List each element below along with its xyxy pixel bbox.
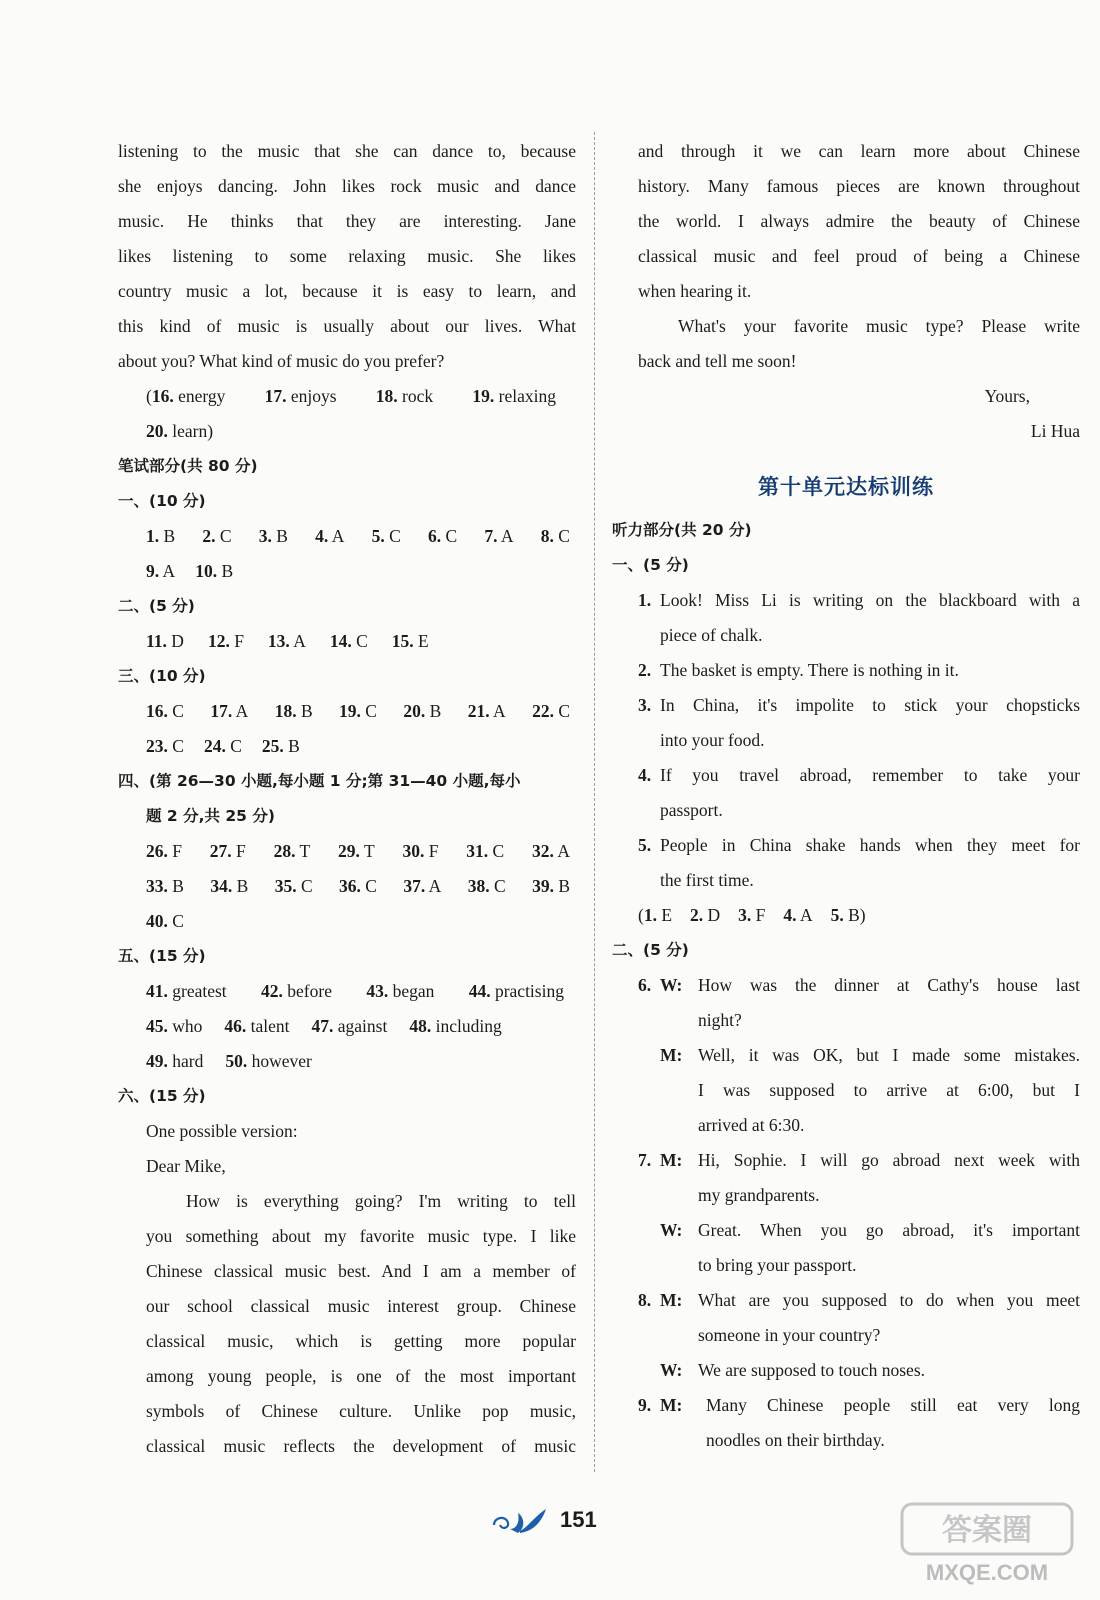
dialogue-turn: W: How was the dinner at Cathy's house last night?: [660, 975, 1080, 1030]
dialogue-turn: M: Hi, Sophie. I will go abroad next week with my grandparents.: [660, 1150, 1080, 1205]
dialogue-item: 6. W: How was the dinner at Cathy's house last night? M: Well, it was OK, but I made some mistakes. I was supposed to arrive at 6:00, but I arrived at 6:30.: [638, 968, 1080, 1143]
watermark-logo: [892, 1500, 1082, 1590]
answer-item: 18. rock: [375, 386, 434, 406]
text-line: you something about my favorite music type. I like: [146, 1226, 576, 1246]
letter-body: [118, 1184, 576, 1464]
text-line: back and tell me soon!: [638, 351, 797, 371]
section-heading: 一、(5 分): [612, 556, 689, 574]
letter-signature: Li Hua: [1030, 421, 1080, 441]
text-line: likes listening to some relaxing music. She likes: [118, 246, 576, 266]
dialogues: [612, 968, 1080, 1458]
answer-item: 19. relaxing: [472, 386, 556, 406]
answer-row: 9. A 10. B: [146, 561, 234, 581]
section-heading-cont: 题 2 分,共 25 分): [146, 807, 275, 825]
answer-row: 20. learn): [146, 421, 214, 441]
text-line: What's your favorite music type? Please write: [678, 316, 1080, 336]
answer-row: 49. hard 50. however: [146, 1051, 312, 1071]
version-label: One possible version:: [146, 1121, 298, 1141]
dialogue-turn: M: What are you supposed to do when you meet someone in your country?: [660, 1290, 1080, 1345]
answer-row: [118, 379, 576, 414]
text-line: classical music reflects the development of music: [146, 1436, 576, 1456]
dialogue-turn: M: Many Chinese people still eat very long noodles on their birthday.: [660, 1395, 1080, 1450]
letter-continuation: [612, 134, 1080, 449]
left-column: [118, 134, 576, 1464]
dialogue-item: 9. M: Many Chinese people still eat very long noodles on their birthday.: [638, 1388, 1080, 1458]
section-heading: 二、(5 分): [118, 597, 195, 615]
left-paragraph: [118, 134, 576, 379]
letter-greeting: Dear Mike,: [146, 1156, 226, 1176]
right-column: [612, 134, 1080, 1458]
answer-row: (1. E 2. D 3. F 4. A 5. B): [638, 905, 866, 925]
section-heading: 一、(10 分): [118, 492, 206, 510]
list-item: 2. The basket is empty. There is nothing in it.: [638, 660, 959, 680]
swirl-leaf-icon: [490, 1503, 550, 1537]
text-line: classical music, which is getting more popular: [146, 1331, 576, 1351]
section-heading: 四、(第 26—30 小题,每小题 1 分;第 31—40 小题,每小: [118, 772, 521, 790]
text-line: when hearing it.: [638, 281, 752, 301]
answer-row: 40. C: [146, 911, 184, 931]
text-line: music. He thinks that they are interesting. Jane: [118, 211, 576, 231]
column-divider: [594, 132, 595, 1472]
text-line: country music a lot, because it is easy to learn, and: [118, 281, 576, 301]
answer-item: 17. enjoys: [264, 386, 337, 406]
list-item: 5. People in China shake hands when they meet for the first time.: [638, 835, 1080, 890]
answer-row: 1. B 2. C 3. B 4. A 5. C 6. C 7. A 8. C: [146, 526, 570, 546]
text-line: Chinese classical music best. And I am a member of: [146, 1261, 576, 1281]
text-line: the world. I always admire the beauty of Chinese: [638, 211, 1080, 231]
list-item: 3. In China, it's impolite to stick your chopsticks into your food.: [638, 695, 1080, 750]
text-line: classical music and feel proud of being a Chinese: [638, 246, 1080, 266]
dialogue-item: 8. M: What are you supposed to do when you meet someone in your country? W: We are supposed to touch noses.: [638, 1283, 1080, 1388]
text-line: she enjoys dancing. John likes rock music and dance: [118, 176, 576, 196]
answer-row: 23. C 24. C 25. B: [146, 736, 300, 756]
listening-part-heading: 听力部分(共 20 分): [612, 521, 752, 539]
answer-row: 11. D 12. F 13. A 14. C 15. E: [146, 631, 429, 651]
unit-title: 第十单元达标训练: [758, 474, 934, 499]
answer-row: 26. F 27. F 28. T 29. T 30. F 31. C 32. A: [146, 841, 570, 861]
text-line: and through it we can learn more about Chinese: [638, 141, 1080, 161]
watermark-text: MXQE.COM: [925, 1560, 1049, 1585]
list-item: 1. Look! Miss Li is writing on the blackboard with a piece of chalk.: [638, 590, 1080, 645]
listening-items: [612, 583, 1080, 933]
text-line: symbols of Chinese culture. Unlike pop music,: [146, 1401, 576, 1421]
answer-row: 16. C 17. A 18. B 19. C 20. B 21. A 22. C: [146, 701, 570, 721]
page-number: 151: [560, 1507, 597, 1532]
text-line: history. Many famous pieces are known throughout: [638, 176, 1080, 196]
text-line: about you? What kind of music do you prefer?: [118, 351, 445, 371]
section-heading: 五、(15 分): [118, 947, 206, 965]
answer-row: 45. who 46. talent 47. against 48. including: [146, 1016, 502, 1036]
watermark-logo-text: 答案圈: [942, 1513, 1032, 1548]
text-line: listening to the music that she can dance to, because: [118, 141, 576, 161]
text-line: How is everything going? I'm writing to tell: [186, 1191, 576, 1211]
written-part-heading: 笔试部分(共 80 分): [118, 457, 258, 475]
answer-row: 33. B 34. B 35. C 36. C 37. A 38. C 39. B: [146, 876, 570, 896]
dialogue-turn: W: Great. When you go abroad, it's important to bring your passport.: [660, 1220, 1080, 1275]
text-line: this kind of music is usually about our lives. What: [118, 316, 576, 336]
section-heading: 三、(10 分): [118, 667, 206, 685]
dialogue-turn: W: We are supposed to touch noses.: [660, 1360, 926, 1380]
dialogue-turn: M: Well, it was OK, but I made some mistakes. I was supposed to arrive at 6:00, but I arrived at 6:30.: [660, 1045, 1080, 1135]
section-heading: 二、(5 分): [612, 941, 689, 959]
text-line: our school classical music interest group. Chinese: [146, 1296, 576, 1316]
letter-sign-off: Yours,: [984, 386, 1030, 406]
answer-item: (16. energy: [146, 386, 226, 406]
answer-row: 41. greatest 42. before 43. began 44. practising: [146, 981, 564, 1001]
list-item: 4. If you travel abroad, remember to take your passport.: [638, 765, 1080, 820]
text-line: among young people, is one of the most important: [146, 1366, 576, 1386]
section-heading: 六、(15 分): [118, 1087, 206, 1105]
dialogue-item: 7. M: Hi, Sophie. I will go abroad next week with my grandparents. W: Great. When you go abroad, it's important to bring your passport.: [638, 1143, 1080, 1283]
page-footer: [490, 1500, 630, 1540]
